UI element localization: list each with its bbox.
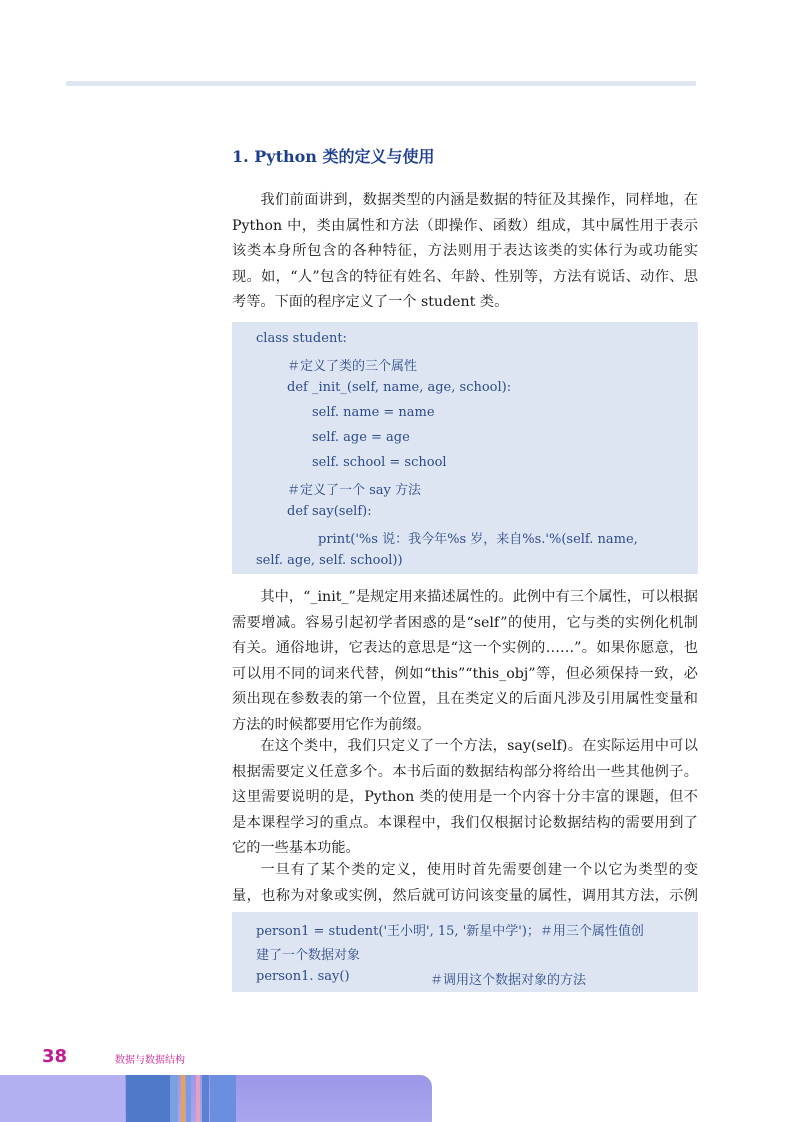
paragraph-object-creation: 一旦有了某个类的定义，使用时首先需要创建一个以它为类型的变量，也称为对象或实例，然后就可访问该变量的属性，调用其方法，示例: [232, 862, 698, 904]
header-rule: [66, 81, 696, 86]
footer-decoration-band: [0, 1075, 432, 1122]
code-line: self. age = age: [312, 430, 410, 445]
code-line: class student:: [256, 331, 347, 346]
paragraph-intro: 我们前面讲到，数据类型的内涵是数据的特征及其操作，同样地，在 Python 中，类由属性和方法（即操作、函数）组成，其中属性用于表示该类本身所包含的各种特征，方法则用于表达该类的实体行为或功能实现。如，“人”包含的特征有姓名、年龄、性别等，方法有说话、动作、思考等。下面的程序定义了一个 student 类。: [232, 192, 698, 311]
paragraph-init-explanation: 其中，“_init_”是规定用来描述属性的。此例中有三个属性，可以根据需要增减。容易引起初学者困惑的是“self”的使用，它与类的实例化机制有关。通俗地讲，它表达的意思是“这一个实例的……”。如果你愿意，也可以用不同的词来代替，例如“this”“this_obj”等，但必须保持一致，必须出现在参数表的第一个位置，且在类定义的后面凡涉及引用属性变量和方法的时候都要用它作为前缀。: [232, 589, 698, 733]
code-comment: ＃定义了一个 say 方法: [287, 483, 422, 498]
code-comment: 建了一个数据对象: [256, 948, 361, 963]
code-line: person1 = student('王小明', 15, '新星中学')；＃用三个属性值创: [256, 924, 644, 939]
band-stripe: [210, 1075, 236, 1122]
band-stripe: [126, 1075, 170, 1122]
band-stripe: [186, 1075, 191, 1122]
code-block-object-usage: [232, 912, 698, 992]
page-number: 38: [42, 1046, 68, 1067]
band-stripe: [196, 1075, 200, 1122]
code-line: self. age, self. school)): [256, 553, 403, 568]
code-line: self. name = name: [312, 405, 435, 420]
band-stripe: [181, 1075, 185, 1122]
code-line: def say(self):: [287, 504, 372, 519]
code-block-class-definition: [232, 322, 698, 574]
code-comment: ＃调用这个数据对象的方法: [430, 973, 587, 988]
book-title: 数据与数据结构: [115, 1055, 185, 1066]
paragraph-method-explanation: 在这个类中，我们只定义了一个方法，say(self)。在实际运用中可以根据需要定义任意多个。本书后面的数据结构部分将给出一些其他例子。这里需要说明的是，Python 类的使用是一个内容十分丰富的课题，但不是本课程学习的重点。本课程中，我们仅根据讨论数据结构的需要用到了它的一些基本功能。: [232, 738, 698, 857]
band-stripe: [170, 1075, 178, 1122]
section-title: 1. Python 类的定义与使用: [232, 147, 435, 166]
code-comment: ＃定义了类的三个属性: [287, 359, 418, 374]
code-line: def _init_(self, name, age, school):: [287, 380, 512, 395]
band-stripe: [0, 1075, 125, 1122]
code-line: print('%s 说：我今年%s 岁，来自%s.'%(self. name,: [318, 532, 638, 547]
code-line: person1. say(): [256, 969, 350, 984]
code-line: self. school = school: [312, 455, 447, 470]
band-stripe: [202, 1075, 209, 1122]
